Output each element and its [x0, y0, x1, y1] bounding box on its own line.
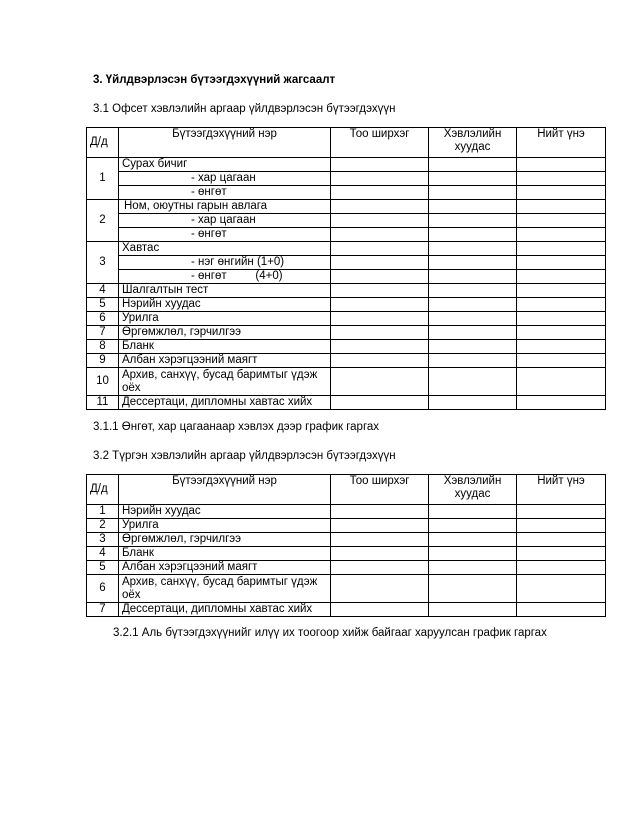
table-row — [87, 284, 606, 298]
row-no: 11 — [87, 396, 119, 410]
row-name: Бланк — [119, 547, 331, 561]
row-no: 7 — [87, 603, 119, 617]
row-no: 2 — [87, 200, 119, 242]
table-row — [87, 547, 606, 561]
col-header-pages: Хэвлэлийн хуудас — [429, 128, 517, 158]
row-no: 5 — [87, 561, 119, 575]
row-subitem: - өнгөт — [119, 228, 331, 242]
table-row — [87, 298, 606, 312]
row-no: 5 — [87, 298, 119, 312]
row-subitem: - нэг өнгийн (1+0) — [119, 256, 331, 270]
quick-print-products-table — [86, 474, 606, 617]
table-row — [87, 326, 606, 340]
section1-note: 3.1.1 Өнгөт, хар цагаанаар хэвлэх дээр график гаргах — [93, 421, 380, 433]
table-row — [87, 575, 606, 603]
table-row — [87, 519, 606, 533]
col-header-qty: Тоо ширхэг — [331, 128, 429, 158]
row-subitem: - өнгөт (4+0) — [119, 270, 331, 284]
row-name: Урилга — [119, 519, 331, 533]
table-row — [87, 158, 606, 172]
table-row — [87, 242, 606, 256]
table-row — [87, 186, 606, 200]
row-no: 4 — [87, 547, 119, 561]
row-name: Өргөмжлөл, гэрчилгээ — [119, 326, 331, 340]
row-no: 1 — [87, 505, 119, 519]
section-heading: 3. Үйлдвэрлэсэн бүтээгдэхүүний жагсаалт — [93, 74, 336, 86]
row-subitem: - хар цагаан — [119, 172, 331, 186]
table-row — [87, 200, 606, 214]
section2-title: 3.2 Түргэн хэвлэлийн аргаар үйлдвэрлэсэн бүтээгдэхүүн — [93, 450, 396, 462]
row-name: Албан хэрэгцээний маягт — [119, 561, 331, 575]
row-no: 9 — [87, 354, 119, 368]
table-row — [87, 312, 606, 326]
row-no: 3 — [87, 533, 119, 547]
col-header-no: Д/д — [87, 128, 119, 158]
row-name: Дессертаци, дипломны хавтас хийх — [119, 603, 331, 617]
table-row — [87, 603, 606, 617]
col-header-name: Бүтээгдэхүүний нэр — [119, 128, 331, 158]
row-name: Архив, санхүү, бусад баримтыг үдэж оёх — [119, 368, 331, 396]
table-row — [87, 505, 606, 519]
table-row — [87, 561, 606, 575]
table-row — [87, 172, 606, 186]
row-no: 10 — [87, 368, 119, 396]
table-row — [87, 533, 606, 547]
table-header-row — [87, 128, 606, 158]
row-no: 2 — [87, 519, 119, 533]
table-row — [87, 368, 606, 396]
row-no: 6 — [87, 575, 119, 603]
row-name: Ном, оюутны гарын авлага — [119, 200, 331, 214]
table-row — [87, 228, 606, 242]
row-no: 4 — [87, 284, 119, 298]
col-header-no: Д/д — [87, 475, 119, 505]
col-header-qty: Тоо ширхэг — [331, 475, 429, 505]
col-header-name: Бүтээгдэхүүний нэр — [119, 475, 331, 505]
table-row — [87, 340, 606, 354]
row-name: Бланк — [119, 340, 331, 354]
row-name: Өргөмжлөл, гэрчилгээ — [119, 533, 331, 547]
row-name: Нэрийн хуудас — [119, 505, 331, 519]
row-name: Архив, санхүү, бусад баримтыг үдэж оёх — [119, 575, 331, 603]
col-header-pages: Хэвлэлийн хуудас — [429, 475, 517, 505]
table-row — [87, 214, 606, 228]
section2-note: 3.2.1 Аль бүтээгдэхүүнийг илүү их тоогоор хийж байгааг харуулсан график гаргах — [113, 627, 547, 639]
row-no: 7 — [87, 326, 119, 340]
row-name: Сурах бичиг — [119, 158, 331, 172]
col-header-price: Нийт үнэ — [517, 128, 606, 158]
table-header-row — [87, 475, 606, 505]
table-row — [87, 396, 606, 410]
row-name: Хавтас — [119, 242, 331, 256]
section1-title: 3.1 Офсет хэвлэлийн аргаар үйлдвэрлэсэн бүтээгдэхүүн — [93, 103, 396, 115]
row-no: 6 — [87, 312, 119, 326]
row-name: Шалгалтын тест — [119, 284, 331, 298]
row-subitem: - хар цагаан — [119, 214, 331, 228]
row-subitem: - өнгөт — [119, 186, 331, 200]
table-row — [87, 256, 606, 270]
row-no: 1 — [87, 158, 119, 200]
offset-products-table — [86, 127, 606, 410]
row-name: Албан хэрэгцээний маягт — [119, 354, 331, 368]
row-name: Дессертаци, дипломны хавтас хийх — [119, 396, 331, 410]
row-name: Урилга — [119, 312, 331, 326]
row-no: 3 — [87, 242, 119, 284]
row-no: 8 — [87, 340, 119, 354]
table-row — [87, 354, 606, 368]
row-name: Нэрийн хуудас — [119, 298, 331, 312]
col-header-price: Нийт үнэ — [517, 475, 606, 505]
table-row — [87, 270, 606, 284]
